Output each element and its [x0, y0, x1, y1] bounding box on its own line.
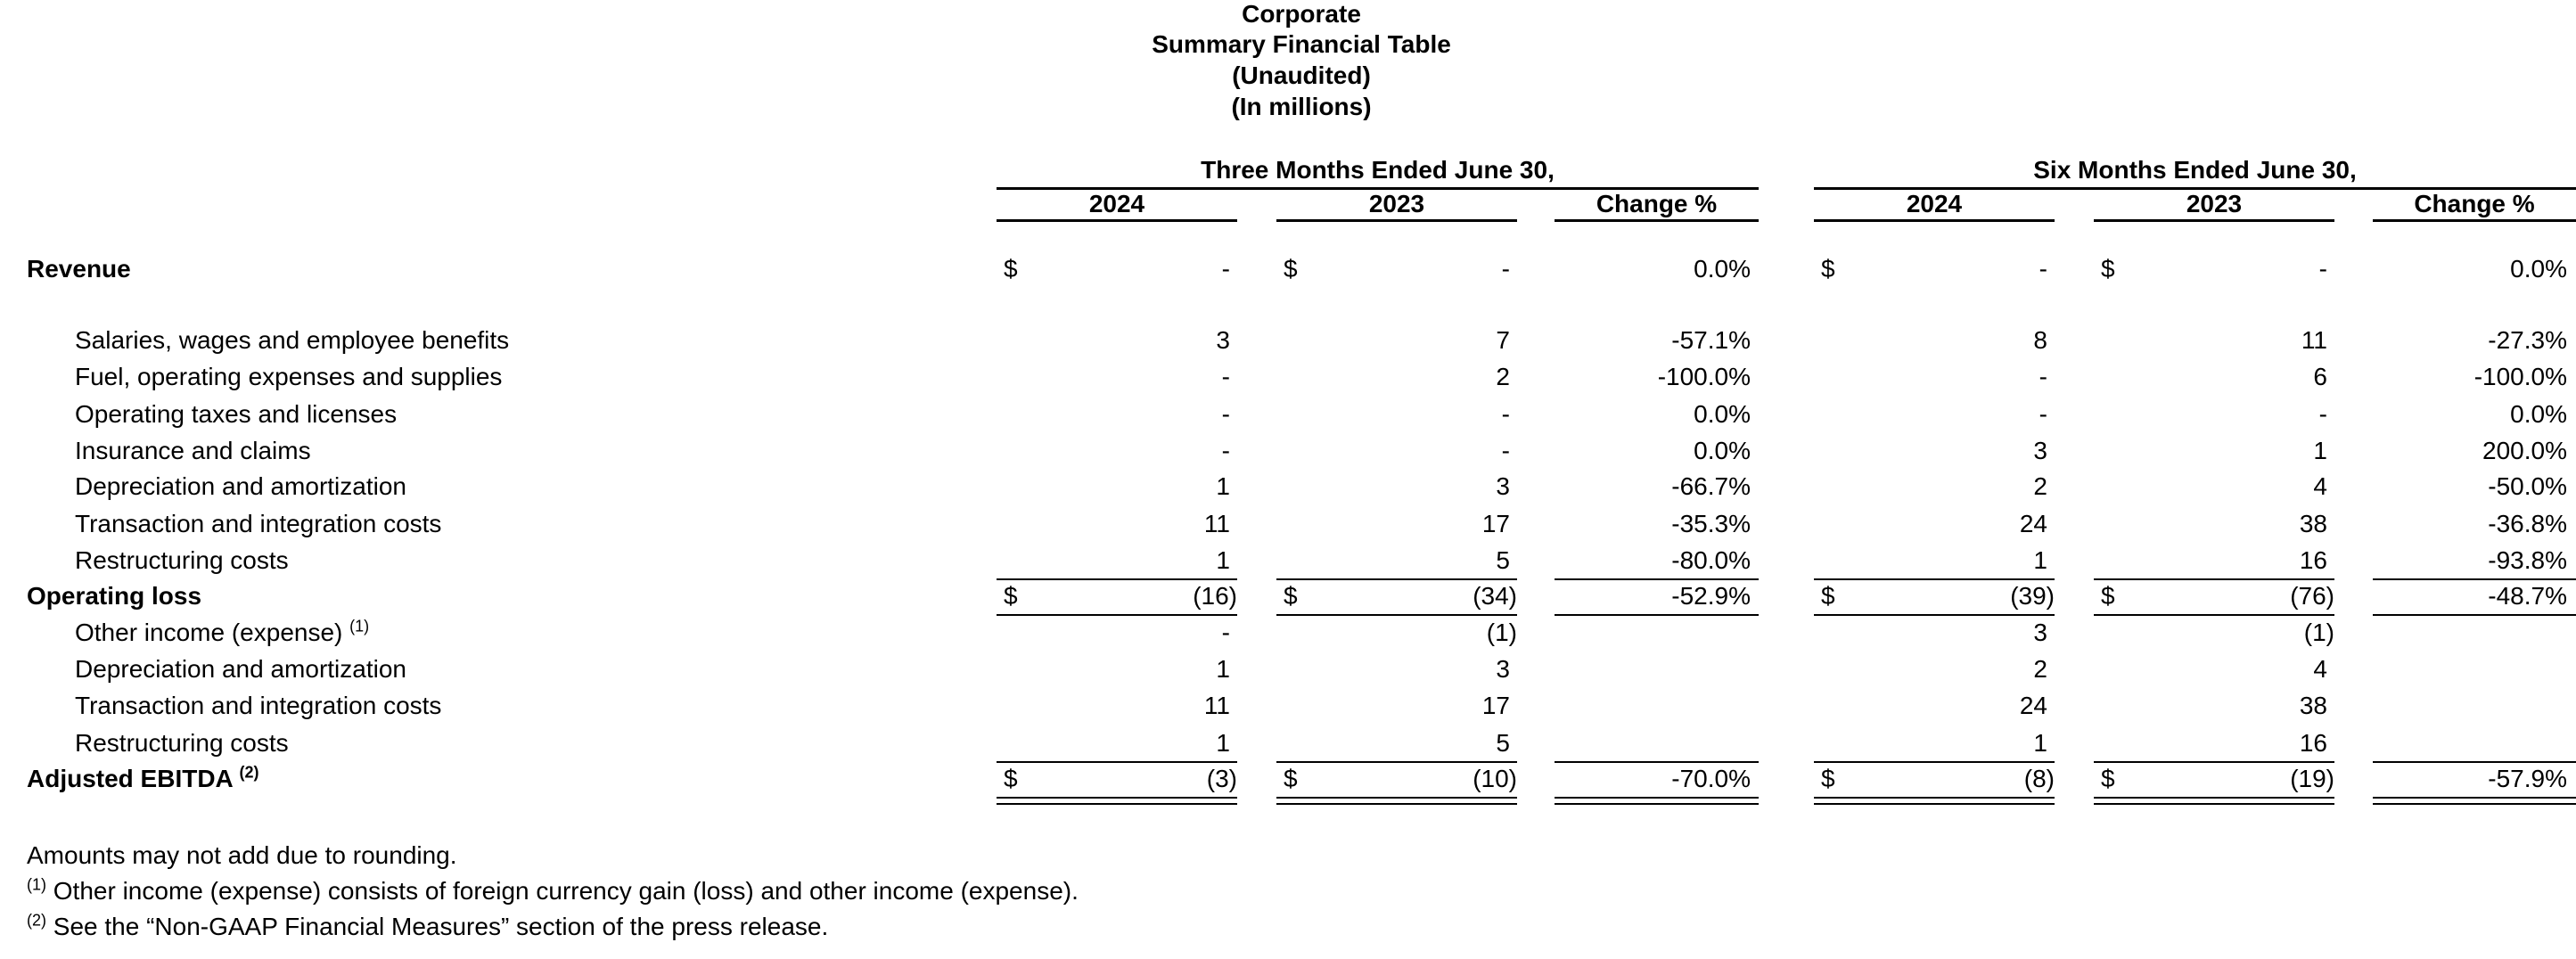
cell-revenue-6m-2024: - — [2039, 255, 2047, 283]
row-label-text: Operating taxes and licenses — [75, 400, 398, 428]
cell-transaction-3m-2024: 11 — [1203, 510, 1230, 537]
total-double-rule — [1814, 797, 2055, 805]
cell-taxes-6m-change: 0.0% — [2510, 400, 2567, 428]
group-header-three-months: Three Months Ended June 30, — [1201, 156, 1555, 184]
cell-other-income-6m-2023: (1) — [2303, 619, 2334, 646]
cell-adj-ebitda-3m-2023: (10) — [1473, 765, 1517, 792]
row-label-salaries — [75, 326, 509, 355]
cell-taxes-3m-2024: - — [1221, 400, 1230, 428]
row-label-text: Other income (expense) — [75, 619, 343, 646]
cell-depreciation-3m-2023: 3 — [1496, 472, 1510, 500]
report-title-line-4: (In millions) — [1231, 93, 1372, 120]
dollar-sign: $ — [1284, 765, 1298, 792]
cell-restructuring2-6m-2024: 1 — [2033, 729, 2047, 757]
total-double-rule — [997, 797, 1237, 805]
row-label-restructuring2 — [75, 729, 289, 758]
cell-salaries-6m-2024: 8 — [2033, 326, 2047, 354]
cell-other-income-6m-2024: 3 — [2033, 619, 2047, 646]
footnote-2-marker: (2) — [27, 911, 46, 930]
row-label-text: Operating loss — [27, 582, 202, 610]
row-label-text: Transaction and integration costs — [75, 692, 442, 719]
cell-taxes-6m-2024: - — [2039, 400, 2047, 428]
cell-revenue-6m-change: 0.0% — [2510, 255, 2567, 283]
subtotal-bottom-rule — [997, 614, 1237, 616]
cell-adj-ebitda-6m-2024: (8) — [2023, 765, 2055, 792]
cell-adj-ebitda-6m-change: -57.9% — [2488, 765, 2567, 792]
report-title-line-1: Corporate — [1242, 0, 1361, 28]
rounding-note: Amounts may not add due to rounding. — [27, 841, 457, 869]
cell-salaries-3m-2024: 3 — [1216, 326, 1230, 354]
subtotal-rule — [2094, 761, 2334, 763]
total-double-rule — [2094, 797, 2334, 805]
cell-restructuring2-3m-2023: 5 — [1496, 729, 1510, 757]
dollar-sign: $ — [1821, 255, 1835, 283]
cell-revenue-3m-2024: - — [1221, 255, 1230, 283]
row-label-adj-ebitda — [27, 765, 259, 793]
subtotal-rule — [1276, 578, 1517, 580]
row-label-other-income — [75, 619, 369, 647]
subtotal-bottom-rule — [1276, 614, 1517, 616]
subtotal-bottom-rule — [2373, 614, 2576, 616]
cell-depreciation-6m-change: -50.0% — [2488, 472, 2567, 500]
cell-revenue-6m-2023: - — [2318, 255, 2327, 283]
cell-restructuring-6m-2024: 1 — [2033, 546, 2047, 574]
cell-taxes-3m-change: 0.0% — [1694, 400, 1751, 428]
cell-adj-ebitda-6m-2023: (19) — [2290, 765, 2334, 792]
dollar-sign: $ — [2101, 255, 2115, 283]
footnote-2-text: See the “Non-GAAP Financial Measures” section of the press release. — [53, 913, 829, 940]
cell-operating-loss-6m-2024: (39) — [2010, 582, 2055, 610]
report-title-line-3: (Unaudited) — [1232, 61, 1371, 89]
column-rule-3 — [1555, 219, 1759, 222]
total-double-rule — [1276, 797, 1517, 805]
cell-depreciation2-3m-2023: 3 — [1496, 655, 1510, 683]
column-header-3m-2024: 2024 — [1088, 190, 1145, 217]
row-label-revenue — [27, 255, 131, 283]
footnote-marker: (1) — [349, 617, 370, 635]
cell-fuel-3m-2023: 2 — [1496, 363, 1510, 390]
column-header-6m-2023: 2023 — [2186, 190, 2243, 217]
cell-other-income-3m-2023: (1) — [1486, 619, 1517, 646]
column-rule-1 — [997, 219, 1237, 222]
cell-operating-loss-3m-2024: (16) — [1193, 582, 1237, 610]
dollar-sign: $ — [1821, 582, 1835, 610]
row-label-text: Insurance and claims — [75, 437, 311, 464]
row-label-text: Revenue — [27, 255, 131, 283]
cell-salaries-6m-change: -27.3% — [2488, 326, 2567, 354]
dollar-sign: $ — [1821, 765, 1835, 792]
footnote-1 — [27, 877, 1079, 906]
cell-adj-ebitda-3m-change: -70.0% — [1671, 765, 1751, 792]
dollar-sign: $ — [1284, 255, 1298, 283]
cell-taxes-3m-2023: - — [1501, 400, 1510, 428]
row-label-depreciation2 — [75, 655, 406, 684]
subtotal-rule — [1555, 578, 1759, 580]
cell-restructuring-3m-change: -80.0% — [1671, 546, 1751, 574]
subtotal-rule — [1276, 761, 1517, 763]
subtotal-bottom-rule — [2094, 614, 2334, 616]
subtotal-bottom-rule — [1814, 614, 2055, 616]
row-label-text: Salaries, wages and employee benefits — [75, 326, 510, 354]
cell-salaries-6m-2023: 11 — [2301, 326, 2327, 354]
row-label-operating-loss — [27, 582, 201, 611]
report-title-line-2: Summary Financial Table — [1152, 30, 1451, 58]
cell-fuel-3m-change: -100.0% — [1657, 363, 1751, 390]
column-header-3m-change: Change % — [1596, 190, 1718, 217]
footnote-1-text: Other income (expense) consists of foreign currency gain (loss) and other income (expense). — [53, 877, 1079, 905]
row-label-text: Transaction and integration costs — [75, 510, 442, 537]
dollar-sign: $ — [2101, 765, 2115, 792]
cell-restructuring2-3m-2024: 1 — [1216, 729, 1230, 757]
cell-depreciation-6m-2023: 4 — [2313, 472, 2327, 500]
cell-revenue-3m-change: 0.0% — [1694, 255, 1751, 283]
footnote-1-marker: (1) — [27, 875, 46, 894]
cell-taxes-6m-2023: - — [2318, 400, 2327, 428]
total-double-rule — [2373, 797, 2576, 805]
cell-transaction-3m-change: -35.3% — [1671, 510, 1751, 537]
cell-restructuring-6m-change: -93.8% — [2488, 546, 2567, 574]
row-label-fuel — [75, 363, 502, 391]
cell-transaction-6m-change: -36.8% — [2488, 510, 2567, 537]
row-label-transaction2 — [75, 692, 441, 720]
row-label-taxes — [75, 400, 397, 429]
row-label-text: Depreciation and amortization — [75, 655, 406, 683]
cell-operating-loss-6m-change: -48.7% — [2488, 582, 2567, 610]
subtotal-rule — [2094, 578, 2334, 580]
row-label-text: Depreciation and amortization — [75, 472, 406, 500]
cell-transaction-6m-2024: 24 — [2019, 510, 2047, 537]
cell-salaries-3m-2023: 7 — [1496, 326, 1510, 354]
cell-transaction2-3m-2024: 11 — [1203, 692, 1230, 719]
cell-restructuring-6m-2023: 16 — [2299, 546, 2327, 574]
row-label-text: Restructuring costs — [75, 729, 289, 757]
cell-depreciation-3m-change: -66.7% — [1671, 472, 1751, 500]
footnote-2 — [27, 913, 828, 941]
column-header-3m-2023: 2023 — [1368, 190, 1425, 217]
cell-restructuring2-6m-2023: 16 — [2299, 729, 2327, 757]
cell-restructuring-3m-2023: 5 — [1496, 546, 1510, 574]
subtotal-rule — [1814, 761, 2055, 763]
cell-insurance-3m-2023: - — [1501, 437, 1510, 464]
cell-transaction2-6m-2024: 24 — [2019, 692, 2047, 719]
column-header-6m-change: Change % — [2414, 190, 2535, 217]
subtotal-bottom-rule — [1555, 614, 1759, 616]
subtotal-rule — [1555, 761, 1759, 763]
dollar-sign: $ — [2101, 582, 2115, 610]
cell-revenue-3m-2023: - — [1501, 255, 1510, 283]
column-rule-6 — [2373, 219, 2576, 222]
row-label-text: Fuel, operating expenses and supplies — [75, 363, 503, 390]
cell-fuel-3m-2024: - — [1221, 363, 1230, 390]
cell-depreciation2-3m-2024: 1 — [1216, 655, 1230, 683]
dollar-sign: $ — [1004, 582, 1018, 610]
row-label-restructuring — [75, 546, 289, 575]
cell-transaction-6m-2023: 38 — [2299, 510, 2327, 537]
column-header-6m-2024: 2024 — [1906, 190, 1963, 217]
column-rule-2 — [1276, 219, 1517, 222]
cell-restructuring-3m-2024: 1 — [1216, 546, 1230, 574]
row-label-text: Restructuring costs — [75, 546, 289, 574]
total-double-rule — [1555, 797, 1759, 805]
group-header-six-months: Six Months Ended June 30, — [2033, 156, 2357, 184]
column-rule-4 — [1814, 219, 2055, 222]
cell-fuel-6m-2023: 6 — [2313, 363, 2327, 390]
cell-insurance-6m-2024: 3 — [2033, 437, 2047, 464]
cell-depreciation-3m-2024: 1 — [1216, 472, 1230, 500]
cell-transaction-3m-2023: 17 — [1481, 510, 1510, 537]
cell-fuel-6m-2024: - — [2039, 363, 2047, 390]
cell-transaction2-3m-2023: 17 — [1481, 692, 1510, 719]
cell-insurance-6m-change: 200.0% — [2482, 437, 2567, 464]
cell-insurance-3m-2024: - — [1221, 437, 1230, 464]
footnote-marker: (2) — [239, 763, 259, 782]
cell-insurance-6m-2023: 1 — [2313, 437, 2327, 464]
subtotal-rule — [997, 761, 1237, 763]
row-label-depreciation — [75, 472, 406, 501]
cell-depreciation2-6m-2023: 4 — [2313, 655, 2327, 683]
cell-fuel-6m-change: -100.0% — [2473, 363, 2567, 390]
cell-operating-loss-3m-change: -52.9% — [1671, 582, 1751, 610]
row-label-insurance — [75, 437, 311, 465]
dollar-sign: $ — [1284, 582, 1298, 610]
subtotal-rule — [1814, 578, 2055, 580]
subtotal-rule — [2373, 761, 2576, 763]
cell-operating-loss-3m-2023: (34) — [1473, 582, 1517, 610]
column-rule-5 — [2094, 219, 2334, 222]
cell-operating-loss-6m-2023: (76) — [2290, 582, 2334, 610]
cell-depreciation2-6m-2024: 2 — [2033, 655, 2047, 683]
subtotal-rule — [2373, 578, 2576, 580]
dollar-sign: $ — [1004, 255, 1018, 283]
row-label-text: Adjusted EBITDA — [27, 765, 233, 792]
dollar-sign: $ — [1004, 765, 1018, 792]
cell-insurance-3m-change: 0.0% — [1694, 437, 1751, 464]
row-label-transaction — [75, 510, 441, 538]
cell-other-income-3m-2024: - — [1221, 619, 1230, 646]
subtotal-rule — [997, 578, 1237, 580]
cell-salaries-3m-change: -57.1% — [1671, 326, 1751, 354]
cell-adj-ebitda-3m-2024: (3) — [1206, 765, 1237, 792]
cell-depreciation-6m-2024: 2 — [2033, 472, 2047, 500]
cell-transaction2-6m-2023: 38 — [2299, 692, 2327, 719]
